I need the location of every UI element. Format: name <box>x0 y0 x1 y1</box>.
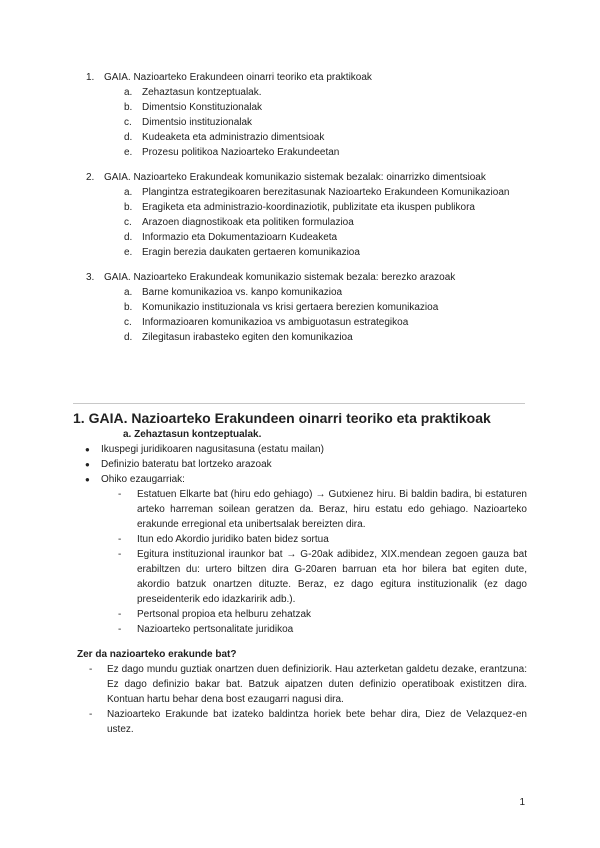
subsection-heading: a. Zehaztasun kontzeptualak. <box>123 429 262 440</box>
horizontal-divider <box>73 403 525 404</box>
question-heading: Zer da nazioarteko erakunde bat? <box>77 649 237 660</box>
toc-title: GAIA. Nazioarteko Erakundeen oinarri teoriko eta praktikoak <box>104 72 372 83</box>
toc-item-text: Dimentsio instituzionalak <box>142 117 253 128</box>
bullet-text: Ohiko ezaugarriak: <box>101 474 185 485</box>
answer-text: Nazioarteko Erakunde bat izateko baldintza horiek bete behar dira, Diez de Velazquez-en ustez. <box>107 709 527 735</box>
answer-list <box>73 662 527 737</box>
toc-item-letter: c. <box>124 317 132 328</box>
toc-item-letter: d. <box>124 332 133 343</box>
toc-item <box>86 130 516 145</box>
dash-text: Estatuen Elkarte bat (hiru edo gehiago) → Gutxienez hiru. Bi baldin badira, bi estaturen arteko harreman soilean geratzen da. Beraz, hiru estatu edo gehiago. Nazioarteko erakunde erregional eta unibertsalak bereizten dira. <box>137 489 527 530</box>
dash-text: Pertsonal propioa eta helburu zehatzak <box>137 609 312 620</box>
dash-icon: - <box>118 549 122 560</box>
dash-icon: - <box>118 624 122 635</box>
toc-item-text: Zehaztasun kontzeptualak. <box>142 87 262 98</box>
toc-item-text: Zilegitasun irabasteko egiten den komunikazioa <box>142 332 353 343</box>
toc-item-letter: d. <box>124 232 133 243</box>
answer-item <box>89 707 527 737</box>
bullet-item <box>73 457 527 472</box>
dash-item <box>118 547 527 607</box>
toc-item-letter: d. <box>124 132 133 143</box>
answer-text: Ez dago mundu guztiak onartzen duen definiziorik. Hau azterketan galdetu dezake, erantzuna: Ez dago definizio bakar bat. Batzuk aipatzen duten definizio operatiboak existitzen dira. Kontuan hartu behar dena bost ezaugarri nagusi dira. <box>107 664 527 705</box>
toc-item <box>86 115 516 130</box>
toc-heading <box>86 170 516 185</box>
toc-item-text: Barne komunikazioa vs. kanpo komunikazioa <box>142 287 343 298</box>
toc-item-letter: e. <box>124 247 133 258</box>
page-number: 1 <box>519 797 525 808</box>
dash-icon: - <box>118 534 122 545</box>
bullet-icon: ● <box>85 475 90 484</box>
bullet-item <box>73 442 527 457</box>
toc-item <box>86 100 516 115</box>
toc-number: 1. <box>86 72 95 83</box>
toc-item-text: Eragin berezia daukaten gertaeren komunikazioa <box>142 247 360 258</box>
toc-title: GAIA. Nazioarteko Erakundeak komunikazio sistemak bezala: berezko arazoak <box>104 272 456 283</box>
bullet-text: Definizio bateratu bat lortzeko arazoak <box>101 459 272 470</box>
toc-item <box>86 145 516 160</box>
toc-item <box>86 200 516 215</box>
toc-item-text: Kudeaketa eta administrazio dimentsioak <box>142 132 325 143</box>
toc-item <box>86 285 516 300</box>
dash-item <box>118 487 527 532</box>
dash-icon: - <box>89 709 93 720</box>
toc-section-2 <box>86 170 516 260</box>
toc-number: 2. <box>86 172 95 183</box>
toc-item <box>86 85 516 100</box>
toc-item-text: Plangintza estrategikoaren berezitasunak Nazioarteko Erakundeen Komunikazioan <box>142 187 510 198</box>
toc-item-letter: a. <box>124 187 133 198</box>
answer-item <box>89 662 527 707</box>
dash-text: Itun edo Akordio juridiko baten bidez sortua <box>137 534 329 545</box>
toc-item-letter: c. <box>124 117 132 128</box>
toc-item <box>86 185 516 200</box>
toc-item-text: Dimentsio Konstituzionalak <box>142 102 263 113</box>
toc-section-1 <box>86 70 516 160</box>
bullet-icon: ● <box>85 445 90 454</box>
dash-item <box>118 532 527 547</box>
toc-item <box>86 330 516 345</box>
toc-item-letter: e. <box>124 147 133 158</box>
dash-item <box>118 607 527 622</box>
toc-title: GAIA. Nazioarteko Erakundeak komunikazio sistemak bezalak: oinarrizko dimentsioak <box>104 172 486 183</box>
toc-item <box>86 315 516 330</box>
bullet-item <box>73 472 527 487</box>
toc-number: 3. <box>86 272 95 283</box>
toc-heading <box>86 70 516 85</box>
toc-item <box>86 300 516 315</box>
bullet-text: Ikuspegi juridikoaren nagusitasuna (estatu mailan) <box>101 444 324 455</box>
document-body <box>73 409 527 737</box>
dash-item <box>118 622 527 637</box>
toc-item-text: Informazio eta Dokumentazioarn Kudeaketa <box>142 232 338 243</box>
dash-icon: - <box>118 489 122 500</box>
bullet-icon: ● <box>85 460 90 469</box>
toc-item-letter: b. <box>124 102 133 113</box>
dash-text: Egitura instituzional iraunkor bat → G-20ak adibidez, XIX.mendean zegoen gauza bat erabiltzen du: urtero biltzen dira G-20aren barruan eta hor bilera bat egiten dute, akordio batzuk onartzen dituzte. Beraz, ez dago egitura instituzionalik (ez dago preseidenterik edo idazkaririk adb.). <box>137 549 527 605</box>
characteristics-list <box>73 487 527 637</box>
table-of-contents <box>86 70 516 355</box>
dash-icon: - <box>89 664 93 675</box>
toc-item-text: Prozesu politikoa Nazioarteko Erakundeetan <box>142 147 340 158</box>
toc-heading <box>86 270 516 285</box>
toc-section-3 <box>86 270 516 345</box>
toc-item-letter: a. <box>124 87 133 98</box>
toc-item-text: Arazoen diagnostikoak eta politiken formulazioa <box>142 217 354 228</box>
toc-item-letter: b. <box>124 202 133 213</box>
toc-item <box>86 245 516 260</box>
toc-item-letter: a. <box>124 287 133 298</box>
toc-item-text: Komunikazio instituzionala vs krisi gertaera berezien komunikazioa <box>142 302 439 313</box>
section-heading: 1. GAIA. Nazioarteko Erakundeen oinarri teoriko eta praktikoak <box>73 410 491 426</box>
dash-text: Nazioarteko pertsonalitate juridikoa <box>137 624 294 635</box>
toc-item-text: Informazioaren komunikazioa vs ambiguotasun estrategikoa <box>142 317 409 328</box>
toc-item-letter: c. <box>124 217 132 228</box>
toc-item-text: Eragiketa eta administrazio-koordinaziotik, publizitate eta ikuspen publikora <box>142 202 475 213</box>
toc-item-letter: b. <box>124 302 133 313</box>
dash-icon: - <box>118 609 122 620</box>
toc-item <box>86 230 516 245</box>
toc-item <box>86 215 516 230</box>
